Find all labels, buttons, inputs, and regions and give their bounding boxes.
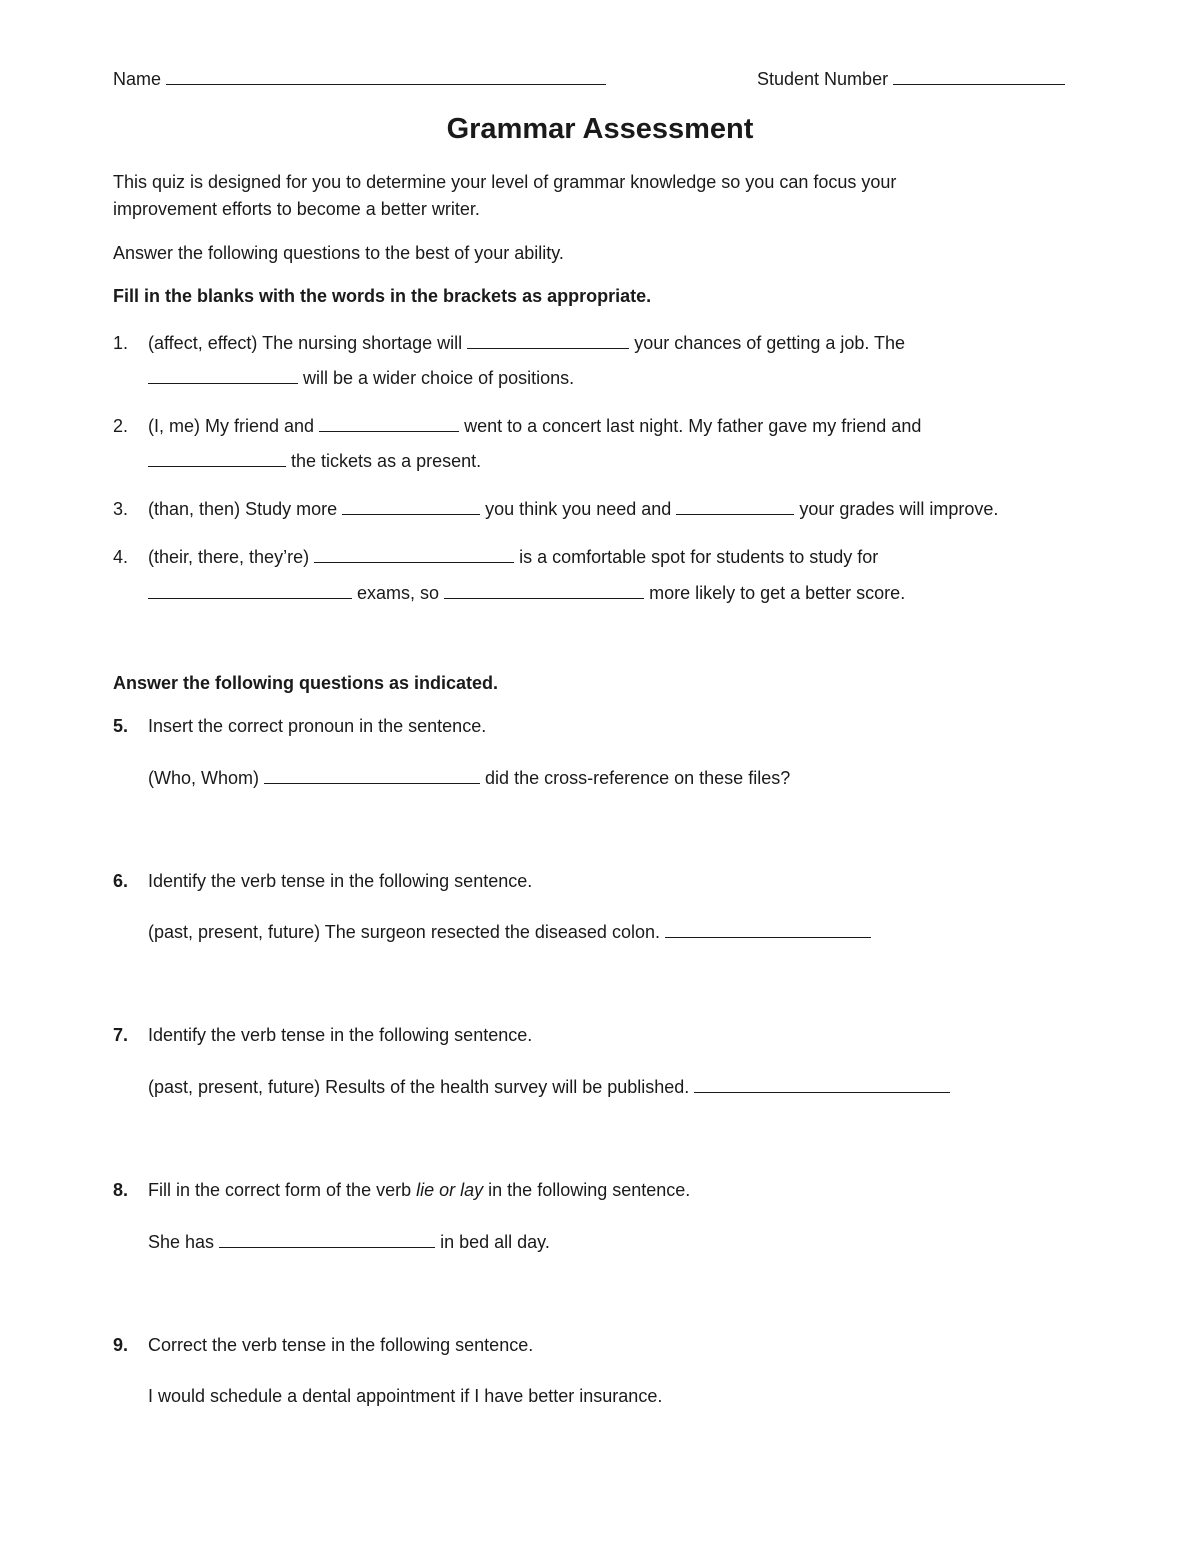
answer-blank[interactable] bbox=[444, 582, 644, 599]
question-text: She has bbox=[148, 1232, 215, 1252]
answer-blank[interactable] bbox=[342, 498, 480, 515]
question-text: your grades will improve. bbox=[799, 499, 999, 519]
question-9-sentence: I would schedule a dental appointment if I have better insurance. bbox=[148, 1386, 663, 1406]
name-label: Name bbox=[113, 69, 162, 89]
question-text: more likely to get a better score. bbox=[649, 583, 906, 603]
question-prompt: Identify the verb tense in the following sentence. bbox=[148, 1025, 533, 1045]
question-1-line-2 bbox=[148, 367, 574, 389]
question-number: 8. bbox=[113, 1180, 129, 1200]
question-prompt: Insert the correct pronoun in the sentence. bbox=[148, 716, 487, 736]
question-text: (past, present, future) The surgeon resected the diseased colon. bbox=[148, 922, 660, 942]
question-text: did the cross-reference on these files? bbox=[485, 768, 791, 788]
answer-blank[interactable] bbox=[319, 415, 459, 432]
answer-blank[interactable] bbox=[665, 921, 871, 938]
answer-blank[interactable] bbox=[676, 498, 794, 515]
bracket-options: (their, there, they’re) bbox=[148, 547, 310, 567]
question-text: went to a concert last night. My father gave my friend and bbox=[464, 416, 922, 436]
question-prompt: Correct the verb tense in the following sentence. bbox=[148, 1335, 534, 1355]
bracket-options: (affect, effect) bbox=[148, 333, 258, 353]
instruction-text: Answer the following questions to the best of your ability. bbox=[113, 243, 564, 263]
answer-blank[interactable] bbox=[219, 1231, 435, 1248]
answer-blank[interactable] bbox=[314, 546, 514, 563]
question-2-line-1 bbox=[148, 415, 921, 437]
question-number: 5. bbox=[113, 716, 129, 736]
question-number: 1. bbox=[113, 333, 129, 353]
name-blank[interactable] bbox=[166, 68, 606, 85]
question-text: exams, so bbox=[357, 583, 440, 603]
section-2-heading: Answer the following questions as indicated. bbox=[113, 673, 499, 693]
question-4-line-1 bbox=[148, 546, 878, 568]
answer-blank[interactable] bbox=[148, 450, 286, 467]
question-1-line-1 bbox=[148, 332, 905, 354]
answer-blank[interactable] bbox=[264, 767, 480, 784]
question-number: 3. bbox=[113, 499, 129, 519]
student-number-field bbox=[757, 68, 1065, 90]
question-text: you think you need and bbox=[485, 499, 672, 519]
student-number-blank[interactable] bbox=[893, 68, 1065, 85]
question-6-sentence bbox=[148, 921, 871, 943]
question-4-line-2 bbox=[148, 582, 905, 604]
question-number: 7. bbox=[113, 1025, 129, 1045]
name-field bbox=[113, 68, 606, 90]
question-number: 6. bbox=[113, 871, 129, 891]
intro-line-1: This quiz is designed for you to determine your level of grammar knowledge so you can focus your bbox=[113, 172, 897, 192]
page-title: Grammar Assessment bbox=[446, 113, 754, 145]
question-text: will be a wider choice of positions. bbox=[303, 368, 575, 388]
bracket-options: (than, then) bbox=[148, 499, 241, 519]
section-1-heading: Fill in the blanks with the words in the brackets as appropriate. bbox=[113, 286, 652, 306]
question-text: My friend and bbox=[205, 416, 315, 436]
question-5-sentence bbox=[148, 767, 790, 789]
student-number-label: Student Number bbox=[757, 69, 889, 89]
question-3-line-1 bbox=[148, 498, 998, 520]
question-text: The nursing shortage will bbox=[262, 333, 463, 353]
question-text: your chances of getting a job. The bbox=[634, 333, 906, 353]
question-text: (past, present, future) Results of the health survey will be published. bbox=[148, 1077, 690, 1097]
question-text: is a comfortable spot for students to study for bbox=[519, 547, 879, 567]
question-2-line-2 bbox=[148, 450, 481, 472]
prompt-text: Fill in the correct form of the verb bbox=[148, 1180, 412, 1200]
question-text: Study more bbox=[245, 499, 338, 519]
question-number: 4. bbox=[113, 547, 129, 567]
answer-blank[interactable] bbox=[148, 582, 352, 599]
intro-line-2: improvement efforts to become a better writer. bbox=[113, 199, 480, 219]
prompt-text: in the following sentence. bbox=[488, 1180, 691, 1200]
verb-choices: lie or lay bbox=[416, 1180, 484, 1200]
answer-blank[interactable] bbox=[148, 367, 298, 384]
question-number: 2. bbox=[113, 416, 129, 436]
question-number: 9. bbox=[113, 1335, 129, 1355]
question-text: in bed all day. bbox=[440, 1232, 550, 1252]
question-7-sentence bbox=[148, 1076, 950, 1098]
answer-blank[interactable] bbox=[467, 332, 629, 349]
bracket-options: (Who, Whom) bbox=[148, 768, 260, 788]
question-prompt bbox=[148, 1179, 690, 1201]
question-prompt: Identify the verb tense in the following sentence. bbox=[148, 871, 533, 891]
question-text: the tickets as a present. bbox=[291, 451, 482, 471]
answer-blank[interactable] bbox=[694, 1076, 950, 1093]
question-8-sentence bbox=[148, 1231, 550, 1253]
bracket-options: (I, me) bbox=[148, 416, 200, 436]
